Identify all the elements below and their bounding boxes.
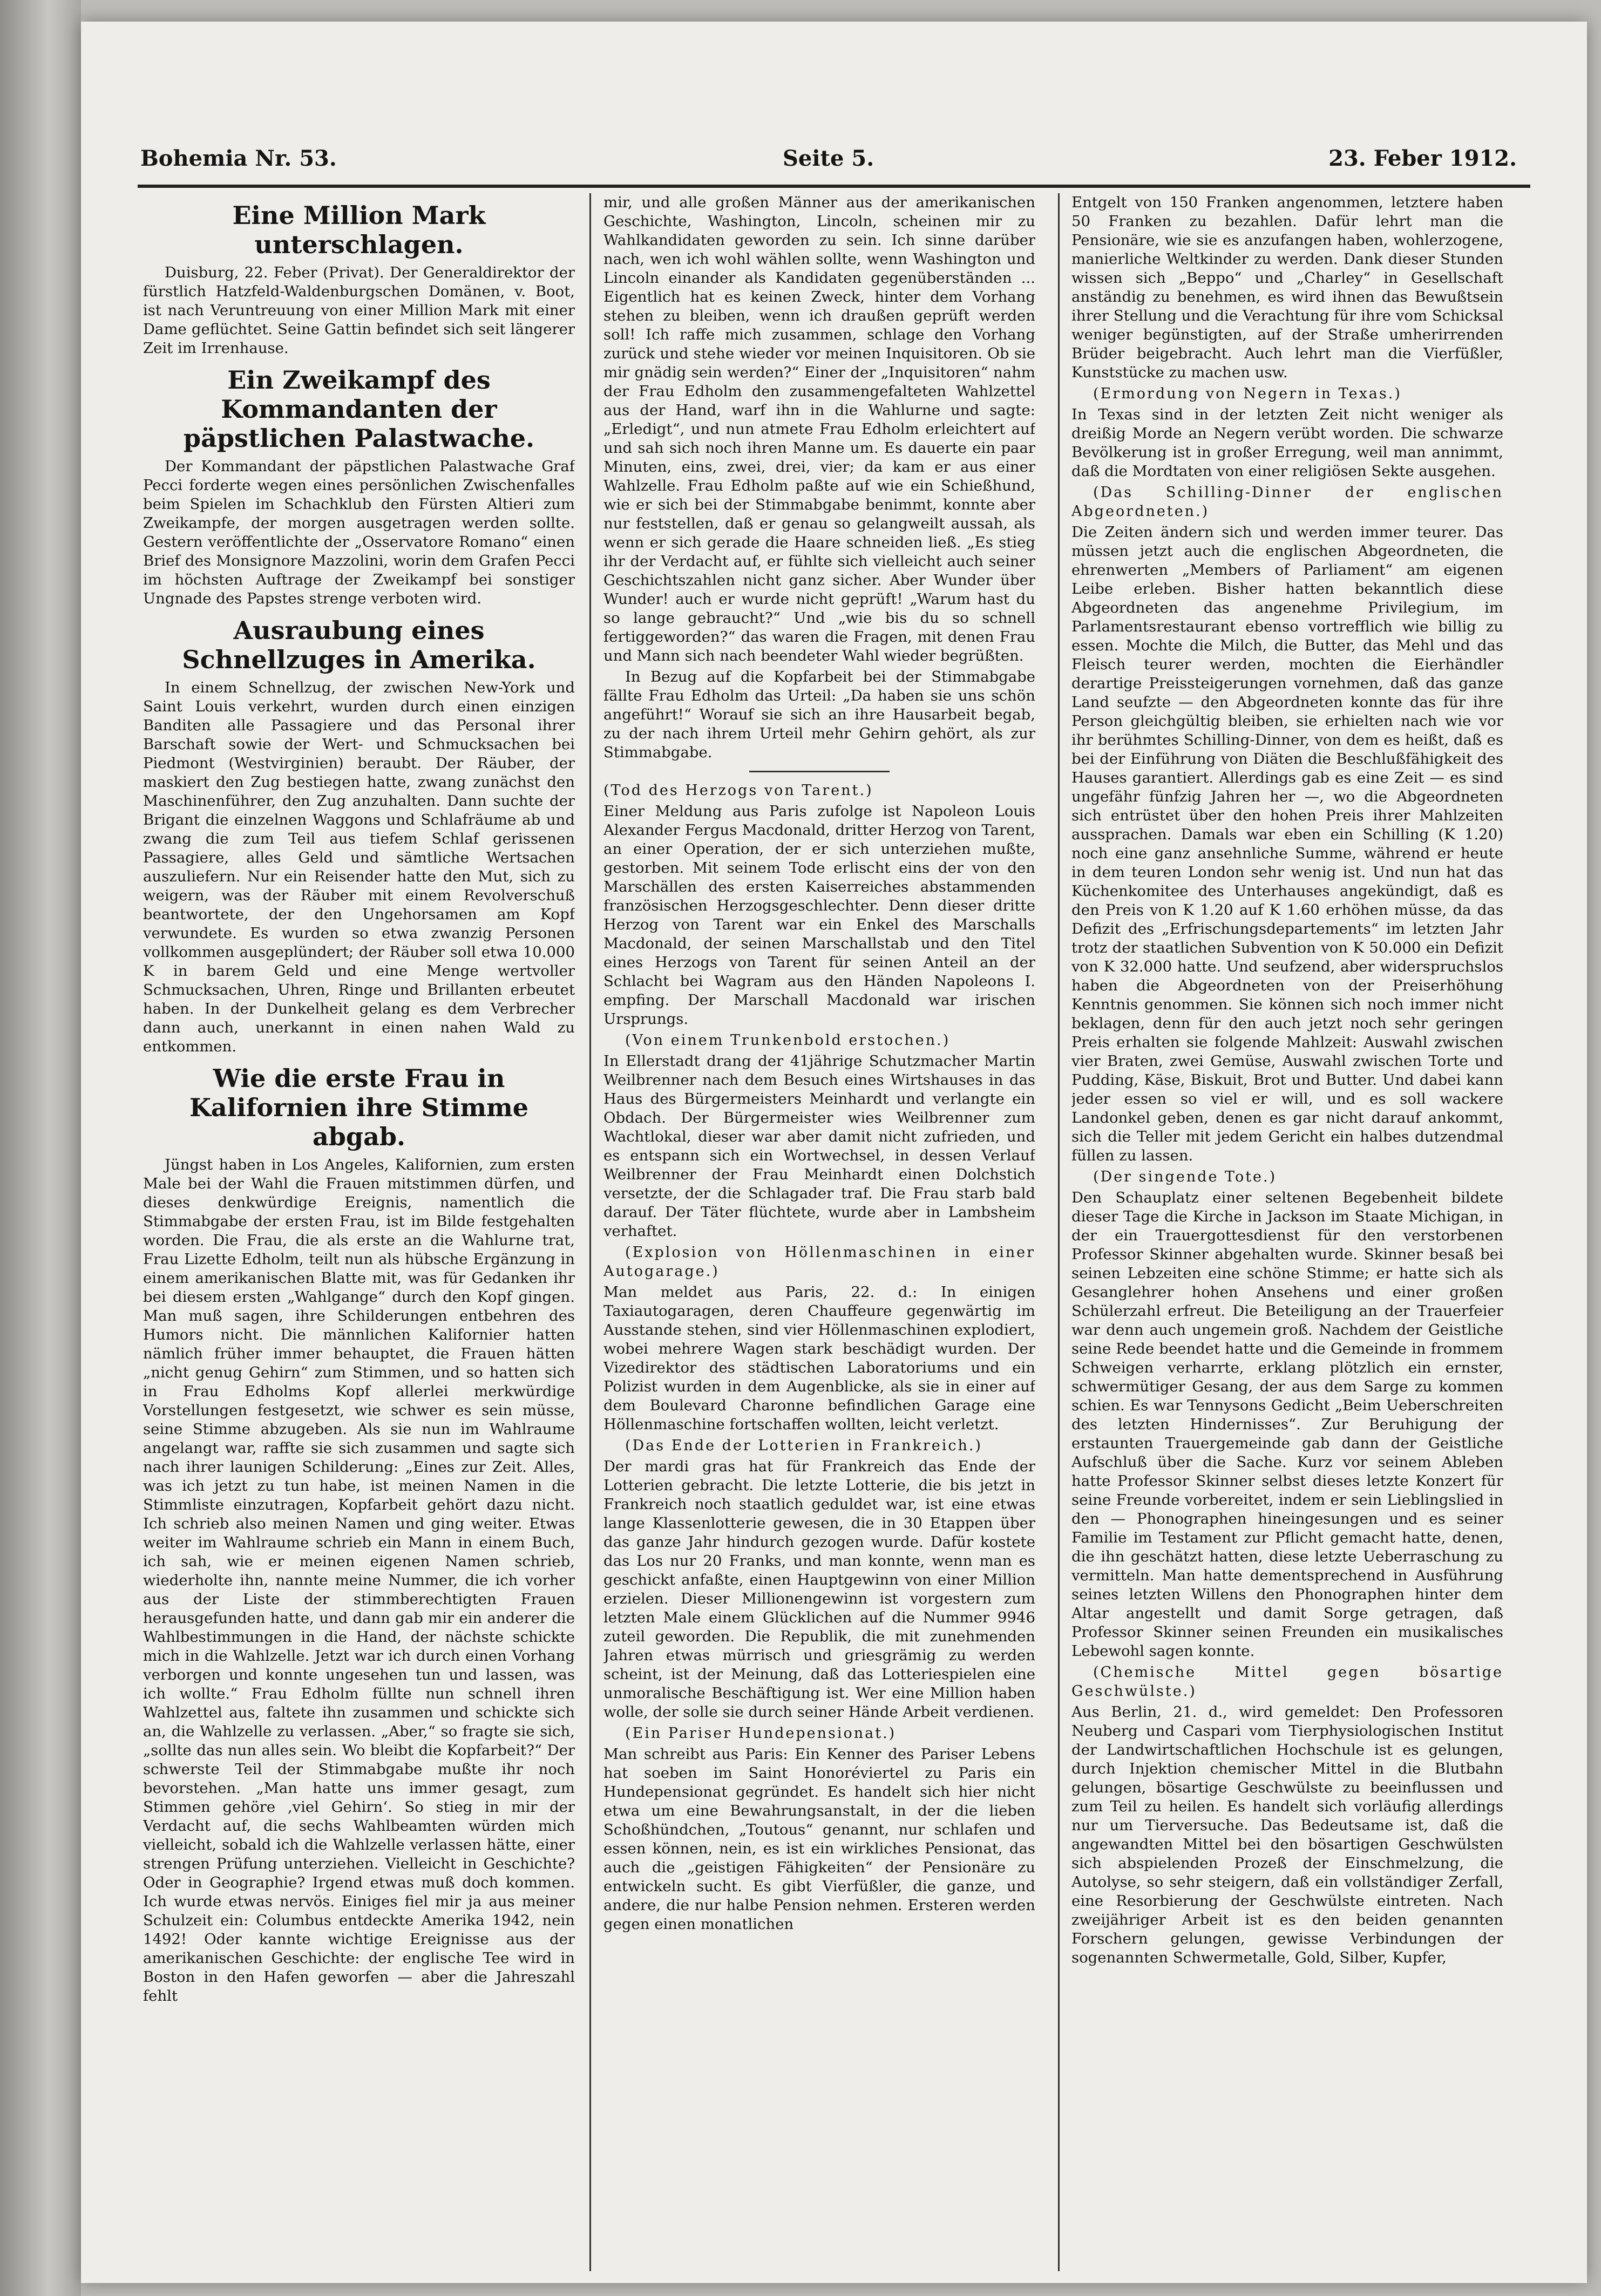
section-title: (Ermordung von Negern in Texas.) — [1093, 385, 1402, 402]
article-text: Jüngst haben in Los Angeles, Kalifornien, zum ersten Male bei der Wahl die Frauen mitstimmen dürfen, und dieses denkwürdige Ereignis, namentlich die Stimmabgabe der ersten Frau, ist im Bilde festgehalten worden. Die Frau, die als erste an die Wahlurne trat, Frau Lizette Edholm, teilt nun als hübsche Ergänzung in einem amerikanischen Blatte mit, was für Gedanken ihr bei diesem ersten „Wahlgange“ durch den Kopf gingen. Man muß sagen, ihre Schilderungen entbehren des Humors nicht. Die männlichen Kalifornier hatten nämlich früher immer behauptet, die Frauen hätten „nicht genug Gehirn“ zum Stimmen, und so hatten sich in Frau Edholms Kopf allerlei merkwürdige Vorstellungen festgesetzt, wie schwer es sein müsse, seine Stimme abzugeben. Als sie nun im Wahlraume angelangt war, raffte sie sich zusammen und sagte sich nach ihrer launigen Schilderung: „Eines zur Zeit. Alles, was ich jetzt zu tun habe, ist meinen Namen in die Stimmliste einzutragen, Kopfarbeit gehört dazu nicht. Ich schrieb also meinen Namen und ging weiter. Etwas weiter im Wahlraume schrieb ein Mann in einem Buch, ich sah, wie er meinen eigenen Namen schrieb, wiederholte ihn, nannte meine Nummer, die ich vorher aus der Liste der stimmberechtigten Frauen herausgefunden hatte, und dann gab mir ein anderer die Wahlbestimmungen in die Hand, der nächste schickte mich in die Wahlzelle. Jetzt war ich durch einen Vorhang verborgen und konnte ungesehen tun und lassen, was ich wollte.“ Frau Edholm füllte nun schnell ihren Wahlzettel aus, faltete ihn zusammen und schickte sich an, die Wahlzelle zu verlassen. „Aber,“ so fragte sie sich, „sollte das nun alles sein. Wo bleibt die Kopfarbeit?“ Der schwerste Teil der Stimmabgabe mußte ihr noch bevorstehen. „Man hatte uns immer gesagt, zum Stimmen gehöre ‚viel Gehirn‘. So stieg in mir der Verdacht auf, die sechs Wahlbeamten würden mich vielleicht, sobald ich die Wahlzelle verlassen hätte, einer strengen Prüfung unterziehen. Vielleicht in Geschichte? Oder in Geographie? Irgend etwas muß doch kommen. Ich wurde etwas nervös. Einiges fiel mir ja aus meiner Schulzeit ein: Columbus entdeckte Amerika 1942, nein 1492! Oder kannte wichtige Ereignisse aus der amerikanischen Geschichte: der englische Tee wird in Boston in den Hafen geworfen — aber die Jahreszahl fehlt — [143, 1156, 575, 2005]
article-text: Einer Meldung aus Paris zufolge ist Napoleon Louis Alexander Fergus Macdonald, dritter Herzog von Tarent, an einer Operation, der er sich unterziehen mußte, gestorben. Mit seinem Tode erlischt eins der von den Marschällen des ersten Kaiserreiches abstammenden französischen Herzogsgeschlechter. Denn dieser dritte Herzog von Tarent war ein Enkel des Marschalls Macdonald, der seinen Marschallstab und den Titel eines Herzogs von Tarent für seinen Anteil an der Schlacht bei Wagram aus den Händen Napoleons I. empfing. Der Marschall Macdonald war irischen Ursprungs. — [603, 803, 1035, 1028]
article-text: Der mardi gras hat für Frankreich das Ende der Lotterien gebracht. Die letzte Lotterie, die bis jetzt in Frankreich noch staatlich geduldet war, ist eine etwas lange Klassenlotterie gewesen, die in 30 Etappen über das ganze Jahr hindurch gezogen wurde. Dafür kostete das Los nur 20 Franks, und man konnte, wenn man es geschickt anfaßte, einen Hauptgewinn von einer Million erzielen. Dieser Millionengewinn ist vorgestern zum letzten Male einem Glücklichen auf die Nummer 9946 zuteil geworden. Die Republik, die mit zunehmenden Jahren etwas mürrisch und griesgrämig zu werden scheint, ist der Meinung, daß das Lotteriespielen eine unmoralische Beschäftigung ist. Wer eine Million haben wolle, der solle sie durch seiner Hände Arbeit verdienen. — [603, 1458, 1035, 1721]
column-divider — [589, 193, 591, 2271]
section-title: (Tod des Herzogs von Tarent.) — [603, 782, 873, 799]
headline: Wie die erste Frau in Kalifornien ihre Stimme abgab. — [189, 1064, 529, 1151]
article-text: In Texas sind in der letzten Zeit nicht weniger als dreißig Morde an Negern verübt worden. Die schwarze Bevölkerung ist in großer Erregung, weil man annimmt, daß die Mordtaten von einer religiösen Sekte ausgehen. — [1071, 406, 1503, 480]
paper-name: Bohemia Nr. 53. — [140, 146, 337, 171]
article-text: Aus Berlin, 21. d., wird gemeldet: Den Professoren Neuberg und Caspari vom Tierphysiologischen Institut der Landwirtschaftlichen Hochschule ist es gelungen, durch Injektion chemischer Mittel in die Blutbahn gelungen, bösartige Geschwülste zu beeinflussen und zum Teil zu heilen. Es handelt sich vorläufig allerdings nur um Tierversuche. Das Bedeutsame ist, daß die angewandten Mittel bei den bösartigen Geschwülsten sich abspielenden Prozeß der Einschmelzung, die Autolyse, so sehr steigern, daß ein vollständiger Zerfall, eine Resorbierung der Geschwülste eintreten. Nach zweijähriger Arbeit ist es den beiden genannten Forschern gelungen, gewisse Verbindungen der sogenannten Schwermetalle, Gold, Silber, Kupfer, — [1071, 1703, 1503, 1966]
section-title: (Das Ende der Lotterien in Frankreich.) — [625, 1437, 983, 1454]
article-text: Die Zeiten ändern sich und werden immer teurer. Das müssen jetzt auch die englischen Abgeordneten, die ehrenwerten „Members of Parliament“ am eigenen Leibe erleben. Bisher hatten bekanntlich diese Abgeordneten das angenehme Privilegium, im Parlamentsrestaurant ebenso vortrefflich wie billig zu essen. Mochte die Milch, die Butter, das Mehl und das Fleisch teurer werden, mochten die Eierhändler derartige Preissteigerungen vornehmen, daß das ganze Land seufzte — den Abgeordneten konnte das für ihre Person gleichgültig bleiben, sie erhielten nach wie vor ihr berühmtes Schilling-Dinner, von dem es heißt, daß es bei der Einführung von Diäten die Beschlußfähigkeit des Hauses garantiert. Allerdings gab es eine Zeit — es sind ungefähr fünfzig Jahren her —, wo die Abgeordneten sich entrüstet über den hohen Preis ihrer Mahlzeiten aussprachen. Damals war eben ein Schilling (K 1.20) noch eine ganz ansehnliche Summe, während er heute in dem teuren London sehr wenig ist. Und nun hat das Küchenkomitee des Unterhauses angekündigt, daß es den Preis von K 1.20 auf K 1.60 erhöhen müsse, da das Defizit des „Erfrischungsdepartements“ im letzten Jahr trotz der staatlichen Subvention von K 50.000 ein Defizit von K 32.000 hatte. Und seufzend, aber widerspruchslos haben die Abgeordneten von der Preiserhöhung Kenntnis genommen. Sie können sich noch immer nicht beklagen, denn für den auch jetzt noch sehr geringen Preis erhalten sie folgende Mahlzeit: Auswahl zwischen vier Braten, zwei Gemüse, Auswahl zwischen Torte und Pudding, Käse, Biskuit, Brot und Butter. Und dabei kann jeder essen so viel er will, und es soll wackere Landonkel geben, denen es gar nicht darauf ankommt, sich die Teller mit jedem Gericht ein halbes dutzendmal füllen zu lassen. — [1071, 524, 1503, 1164]
article-text: In einem Schnellzug, der zwischen New-York und Saint Louis verkehrt, wurden durch einen einzigen Banditen alle Passagiere und das Personal ihrer Barschaft sowie der Wert- und Schmucksachen bei Piedmont (Westvirginien) beraubt. Der Räuber, der maskiert den Zug bestiegen hatte, zwang zunächst den Maschinenführer, den Zug anzuhalten. Dann suchte der Brigant die einzelnen Waggons und Schlafräume ab und zwang die zum Teil aus tiefem Schlaf gerissenen Passagiere, alles Geld und sämtliche Wertsachen auszuliefern. Nur ein Reisender hatte den Mut, sich zu weigern, was der Räuber mit einem Revolverschuß beantwortete, der den Ungehorsamen am Kopf verwundete. Es wurden so etwa zwanzig Personen vollkommen ausgeplündert; der Räuber soll etwa 10.000 K in barem Geld und eine Menge wertvoller Schmucksachen, Uhren, Ringe und Brillanten erbeutet haben. In der Dunkelheit gelang es dem Verbrecher dann auch, unerkannt in einen nahen Wald zu entkommen. — [143, 679, 575, 1055]
section-title: (Chemische Mittel gegen bösartige Geschwülste.) — [1071, 1664, 1503, 1700]
article-text: In Bezug auf die Kopfarbeit bei der Stimmabgabe fällte Frau Edholm das Urteil: „Da haben sie uns schön angeführt!“ Worauf sie sich an ihre Hausarbeit begab, zu der nach ihrem Urteil mehr Gehirn gehört, als zur Stimmabgabe. — [603, 668, 1035, 761]
section-title: (Explosion von Höllenmaschinen in einer Autogarage.) — [603, 1244, 1035, 1280]
article-text: Duisburg, 22. Feber (Privat). Der Generaldirektor der fürstlich Hatzfeld-Waldenburgschen Domänen, v. Boot, ist nach Veruntreuung von einer Million Mark mit einer Dame geflüchtet. Seine Gattin befindet sich seit längerer Zeit im Irrenhause. — [143, 264, 575, 357]
article-text: Der Kommandant der päpstlichen Palastwache Graf Pecci forderte wegen eines persönlichen Zwischenfalles beim Spielen im Schachklub den Fürsten Altieri zum Zweikampfe, der morgen ausgetragen werden sollte. Gestern veröffentlichte der „Osservatore Romano“ einen Brief des Monsignore Mazzolini, worin dem Grafen Pecci im höchsten Auftrage der Zweikampf bei sonstiger Ungnade des Papstes strenge verboten wird. — [143, 458, 575, 607]
article-text: In Ellerstadt drang der 41jährige Schutzmacher Martin Weilbrenner nach dem Besuch eines Wirtshauses in das Haus des Bürgermeisters Meinhardt und verlangte ein Obdach. Der Bürgermeister wies Weilbrenner zum Wachtlokal, dieser war aber damit nicht zufrieden, und es entspann sich ein Wortwechsel, in dessen Verlauf Weilbrenner der Frau Meinhardt einen Dolchstich versetzte, der die Schlagader traf. Die Frau starb bald darauf. Der Täter flüchtete, wurde aber in Lambsheim verhaftet. — [603, 1052, 1035, 1240]
headline: Eine Million Mark unterschlagen. — [232, 201, 486, 259]
article-text: Man schreibt aus Paris: Ein Kenner des Pariser Lebens hat soeben im Saint Honoréviertel zu Paris ein Hundepensionat gegründet. Es handelt sich hier nicht etwa um eine Bewahrungsanstalt, in der die lieben Schoßhündchen, „Toutous“ genannt, nur schlafen und essen können, nein, es ist ein wirkliches Pensionat, das auch die „geistigen Fähigkeiten“ der Pensionäre zu entwickeln sucht. Es gibt Vierfüßler, die ganze, und andere, die nur halbe Pension nehmen. Ersteren werden gegen einen monatlichen — [603, 1745, 1035, 1933]
column-2 — [603, 193, 1035, 2277]
section-title: (Der singende Tote.) — [1093, 1169, 1277, 1185]
article-text: Entgelt von 150 Franken angenommen, letztere haben 50 Franken zu bezahlen. Dafür lehrt man die Pensionäre, wie sie es anzufangen haben, wohlerzogene, manierliche Weltkinder zu werden. Dank dieser Stunden wissen sich „Beppo“ und „Charley“ in Gesellschaft anständig zu benehmen, es wird ihnen das Bewußtsein ihrer Stellung und die Verachtung für ihre vom Schicksal weniger begünstigten, auf der Straße umherirrenden Brüder beigebracht. Auch lehrt man die Vierfüßler, Kunststücke zu machen usw. — [1071, 194, 1503, 381]
section-divider — [749, 771, 890, 772]
page-edge — [0, 0, 81, 2296]
section-title: (Von einem Trunkenbold erstochen.) — [625, 1032, 951, 1049]
header-rule — [138, 185, 1530, 188]
headline: Ausraubung eines Schnellzuges in Amerika. — [182, 616, 536, 674]
column-1 — [143, 193, 575, 2277]
section-title: (Das Schilling-Dinner der englischen Abgeordneten.) — [1071, 484, 1503, 520]
section-title: (Ein Pariser Hundepensionat.) — [625, 1725, 897, 1742]
headline: Ein Zweikampf des Kommandanten der päpstlichen Palastwache. — [183, 365, 535, 453]
column-3 — [1071, 193, 1503, 2277]
article-text: Den Schauplatz einer seltenen Begebenheit bildete dieser Tage die Kirche in Jackson im Staate Michigan, in der ein Trauergottesdienst für den verstorbenen Professor Skinner abgehalten wurde. Skinner besaß bei seinen Lebzeiten eine schöne Stimme; er hatte sich als Gesanglehrer hohen Ansehens und einer großen Schülerzahl erfreut. Die Beteiligung an der Trauerfeier war denn auch ungemein groß. Nachdem der Geistliche seine Rede beendet hatte und die Gemeinde in frommem Schweigen verharrte, erklang plötzlich ein ernster, schwermütiger Gesang, der aus dem Sarge zu kommen schien. Es war Tennysons Gedicht „Beim Ueberschreiten des letzten Hindernisses“. Zur Beruhigung der erstaunten Trauergemeinde gab dann der Geistliche Aufschluß über die Sache. Kurz vor seinem Ableben hatte Professor Skinner selbst dieses letzte Konzert für seine Freunde vorbereitet, indem er sein Lieblingslied in den — Phonographen hineingesungen und es seiner Familie im Testament zur Pflicht gemacht hatte, denen, die ihn geschätzt hatten, diese letzte Ueberraschung zu vermitteln. Man hatte dementsprechend in Ausführung seines letzten Willens den Phonographen hinter dem Altar angestellt und damit Sorge getragen, daß Professor Skinner seinen Freunden ein musikalisches Lebewohl sagen konnte. — [1071, 1189, 1503, 1660]
issue-date: 23. Feber 1912. — [1328, 146, 1517, 171]
page-header — [140, 146, 1517, 178]
column-divider — [1058, 193, 1060, 2271]
article-text: Man meldet aus Paris, 22. d.: In einigen Taxiautogaragen, deren Chauffeure gegenwärtig im Ausstande stehen, sind vier Höllenmaschinen explodiert, wobei mehrere Wagen stark beschädigt wurden. Der Vizedirektor des städtischen Laboratoriums und ein Polizist wurden in dem Augenblicke, als sie in einer auf dem Boulevard Charonne befindlichen Garage eine Höllenmaschine fortschaffen wollten, leicht verletzt. — [603, 1283, 1035, 1433]
page-number: Seite 5. — [783, 146, 874, 171]
article-text: mir, und alle großen Männer aus der amerikanischen Geschichte, Washington, Lincoln, scheinen mir zu Wahlkandidaten geworden zu sein. Ich sinne darüber nach, wen ich wohl wählen sollte, wenn Washington und Lincoln einander als Kandidaten gegenüberständen ... Eigentlich hat es keinen Zweck, hinter dem Vorhang stehen zu bleiben, wenn ich draußen geprüft werden soll! Ich raffe mich zusammen, schlage den Vorhang zurück und stehe wieder vor meinen Inquisitoren. Ob sie mir gnädig sein werden?“ Einer der „Inquisitoren“ nahm der Frau Edholm den zusammengefalteten Wahlzettel aus der Hand, warf ihn in die Wahlurne und sagte: „Erledigt“, und nun atmete Frau Edholm erleichtert auf und sah sich noch ihren Manne um. Es dauerte ein paar Minuten, eins, zwei, drei, vier; da kam er aus einer Wahlzelle. Frau Edholm paßte auf wie ein Schießhund, wie er sich bei der Stimmabgabe benimmt, konnte aber nur feststellen, daß er genau so gelangweilt aussah, als wenn er sich gerade die Haare schneiden ließ. „Es stieg ihr der Verdacht auf, er fühlte sich vielleicht auch seiner Geschichtszahlen nicht ganz sicher. Aber Wunder über Wunder! auch er wurde nicht geprüft! „Warum hast du so lange gebraucht?“ Und „wie bis du so schnell fertiggeworden?“ das waren die Fragen, mit denen Frau und Mann sich nach beendeter Wahl wieder begrüßten. — [603, 194, 1035, 664]
